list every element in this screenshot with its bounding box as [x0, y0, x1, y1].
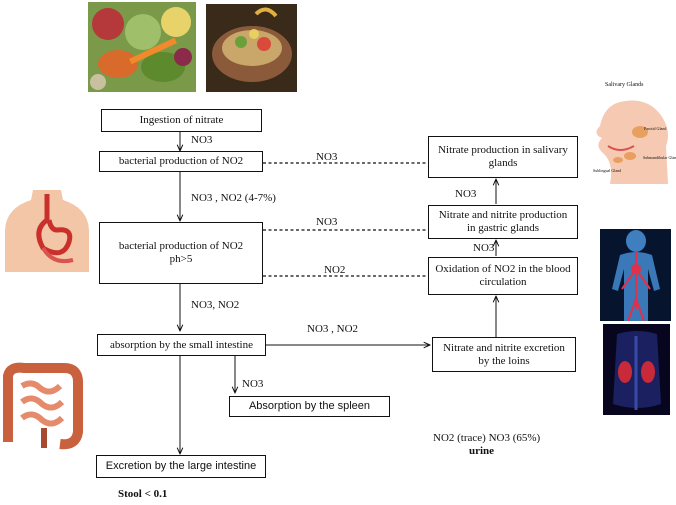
bacterial-production-box-2	[99, 222, 263, 284]
ingestion-box: Ingestion of nitrate	[101, 109, 262, 132]
salivary-figure-title: Salivary Glands	[605, 82, 644, 88]
label-no3-no2-percent: NO3 , NO2 (4-7%)	[191, 192, 276, 204]
sublingual-label: Sublingual Gland	[593, 168, 622, 173]
submandibular-label: Submandibular Glan	[643, 155, 676, 160]
label-no3-no2-mid: NO3, NO2	[191, 299, 240, 311]
absorption-small-intestine-box: absorption by the small intestine	[97, 334, 266, 356]
vegetables-image	[88, 2, 196, 92]
stool-label: Stool < 0.1	[118, 488, 168, 500]
label-no3-no2-right: NO3 , NO2	[307, 323, 359, 335]
gastric-glands-box: Nitrate and nitrite production in gastric glands	[428, 205, 578, 239]
parotid-label: Parotid Gland	[644, 126, 667, 131]
label-up-no3-2: NO3	[473, 242, 495, 254]
label-dashed-no3-2: NO3	[316, 216, 338, 228]
oxidation-box: Oxidation of NO2 in the blood circulation	[428, 257, 578, 295]
absorption-spleen-box: Absorption by the spleen	[229, 396, 390, 417]
urine-values-label: NO2 (trace) NO3 (65%)	[433, 432, 541, 444]
urine-label: urine	[469, 445, 495, 457]
kidneys-image	[603, 324, 670, 415]
stomach-torso-image	[3, 190, 91, 272]
loins-excretion-box: Nitrate and nitrite excretion by the loins	[432, 337, 576, 372]
ph-label: ph>5	[169, 253, 193, 265]
intestine-image	[0, 362, 86, 450]
label-up-no3-1: NO3	[455, 188, 477, 200]
label-no3-spleen: NO3	[242, 378, 264, 390]
label-no3-top: NO3	[191, 134, 213, 146]
label-dashed-no2: NO2	[324, 264, 346, 276]
excretion-large-intestine-box: Excretion by the large intestine	[96, 455, 266, 478]
label-dashed-no3-1: NO3	[316, 151, 338, 163]
circulatory-system-image	[600, 229, 671, 321]
bacterial-production-label: bacterial production of NO2	[118, 240, 244, 252]
food-dish-image	[206, 4, 297, 92]
salivary-glands-box: Nitrate production in salivary glands	[428, 136, 578, 178]
bacterial-production-box-1: bacterial production of NO2	[99, 151, 263, 172]
